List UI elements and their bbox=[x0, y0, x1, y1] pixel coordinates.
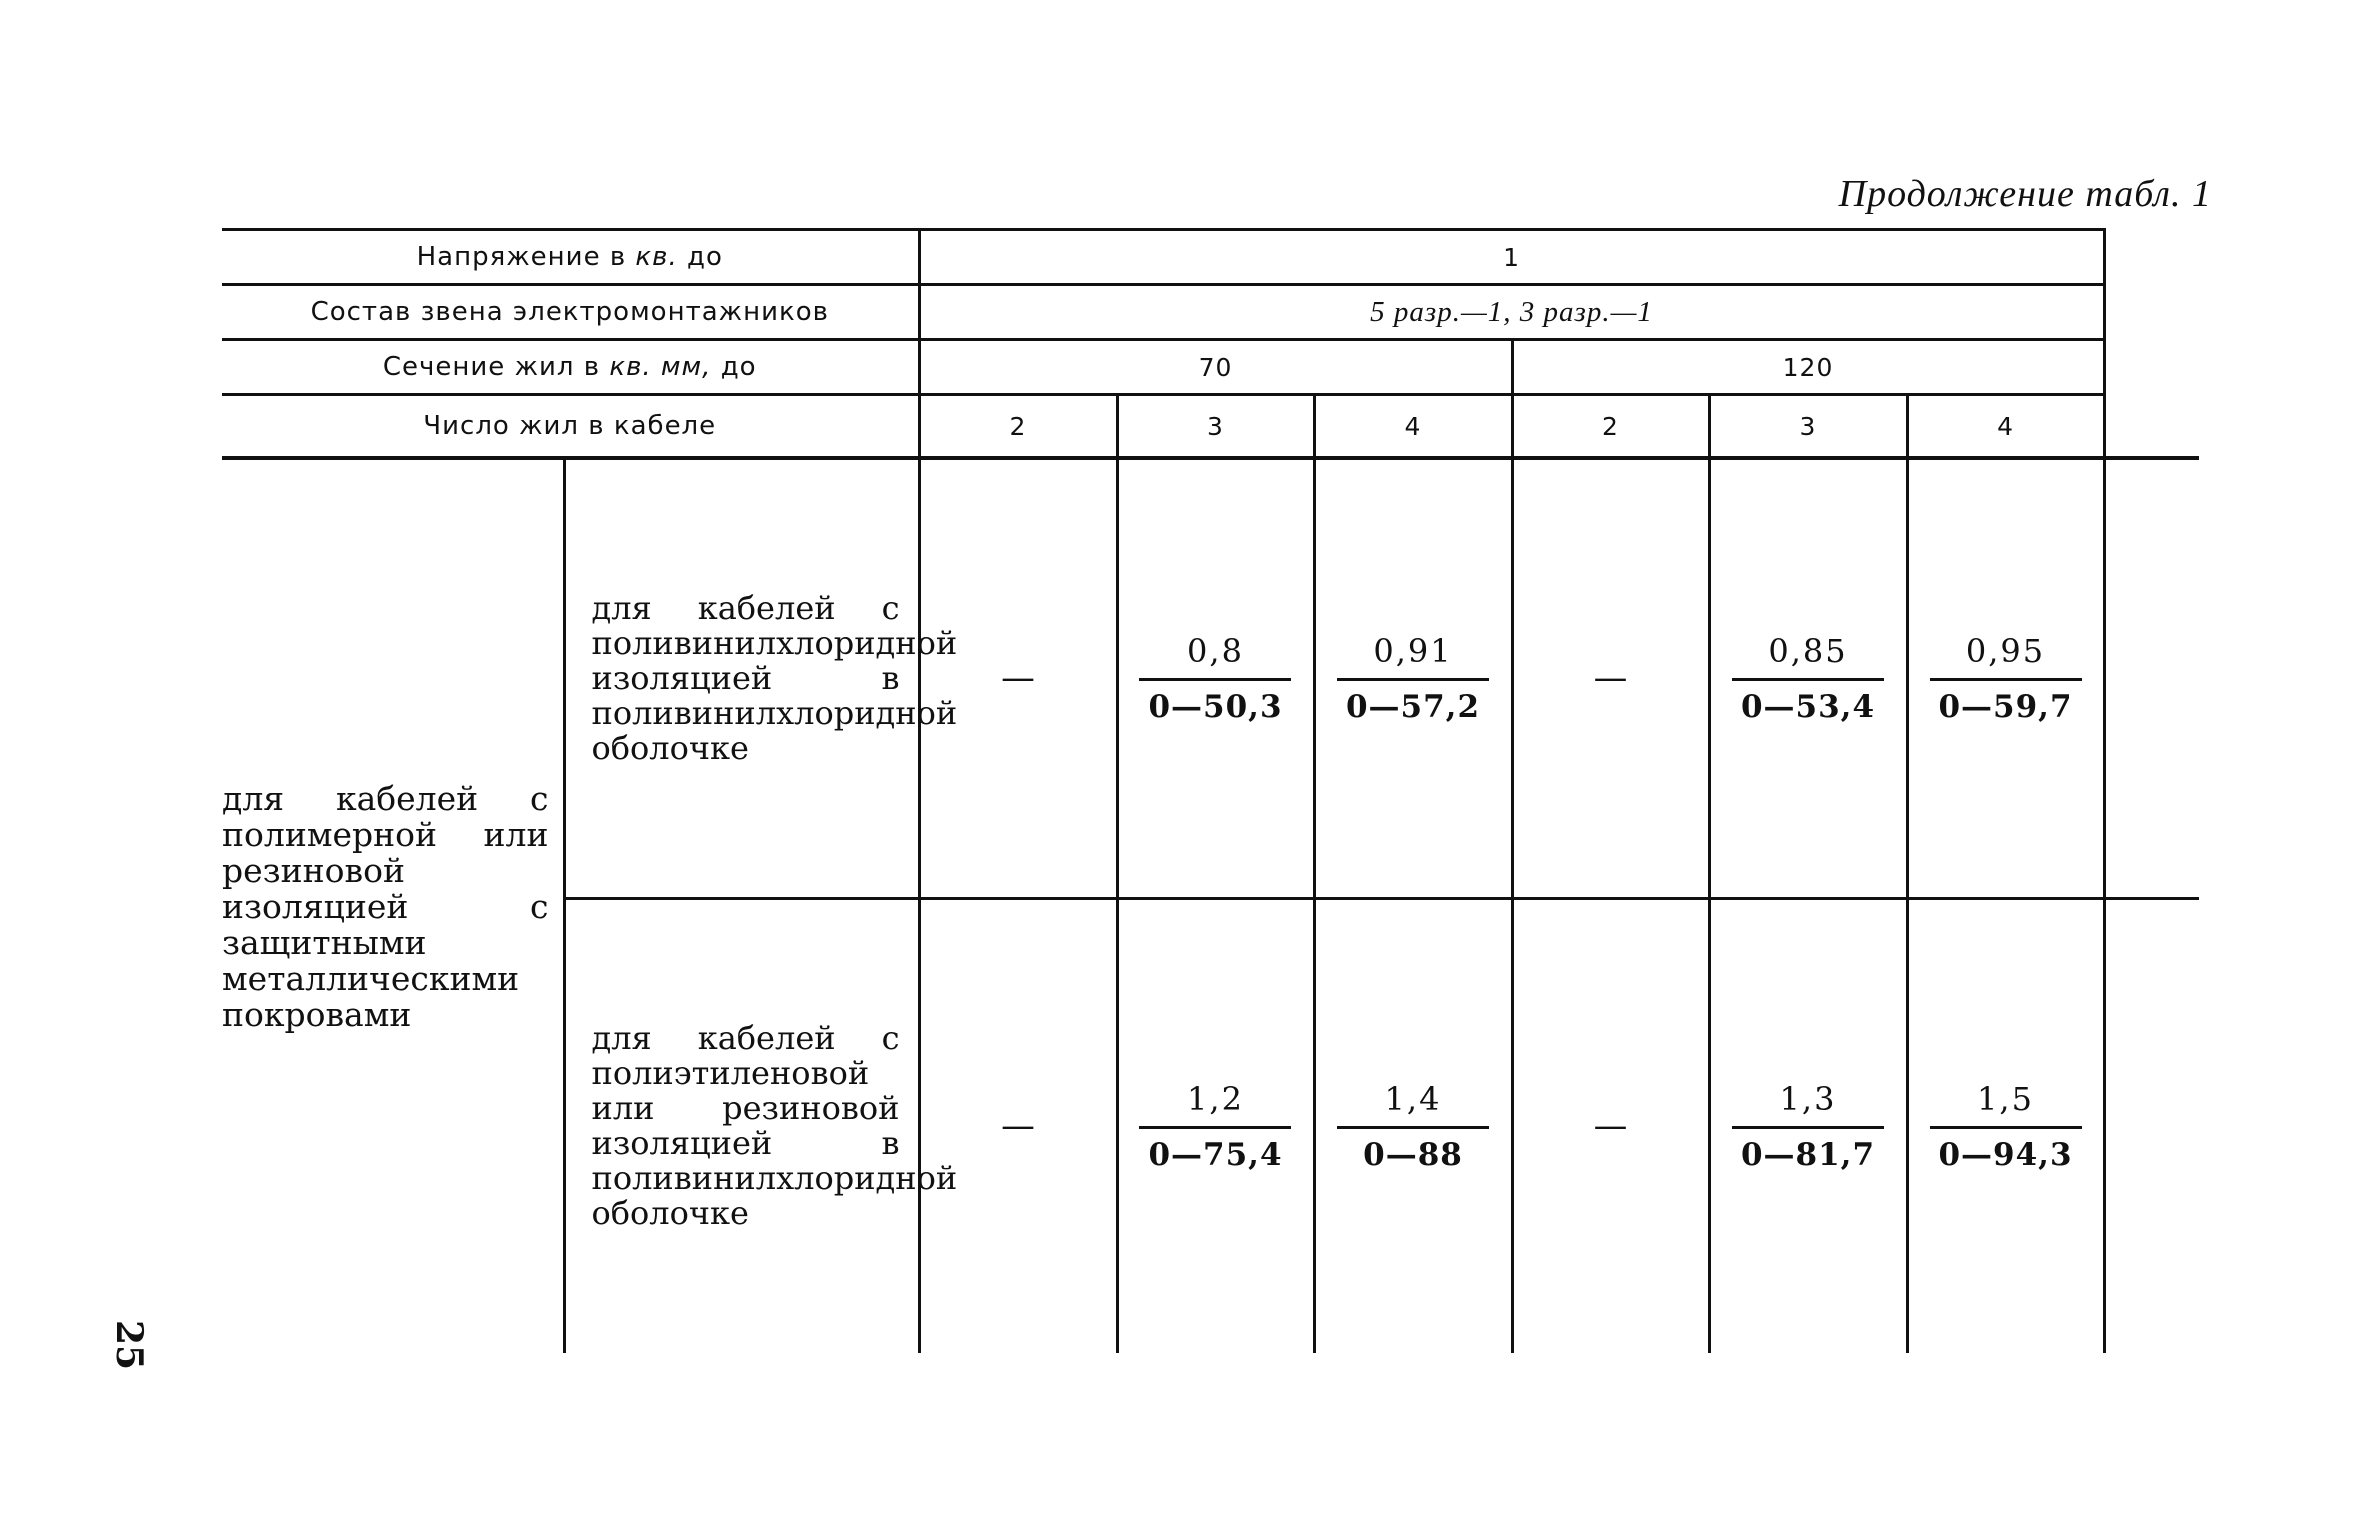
dash: — bbox=[1593, 1106, 1628, 1147]
cable-subcategory: для кабелей с полиэтиленовой или резиновой изоляцией в поливинилхлоридной оболочке bbox=[564, 898, 919, 1353]
norm-cell bbox=[1512, 458, 1709, 898]
blank-margin bbox=[2104, 458, 2199, 898]
table-caption: Продолжение табл. 1 bbox=[1838, 173, 2212, 215]
norm-cell bbox=[1907, 898, 2104, 1353]
norm-value: 0,85 bbox=[1732, 632, 1884, 681]
page-number: 25 bbox=[108, 1320, 150, 1371]
norm-cell bbox=[1314, 898, 1512, 1353]
norm-cell bbox=[1117, 898, 1314, 1353]
cores-value: 3 bbox=[1709, 395, 1907, 459]
norm-cell bbox=[1512, 898, 1709, 1353]
voltage-label bbox=[222, 230, 919, 285]
cores-value: 4 bbox=[1314, 395, 1512, 459]
norm-value: 1,5 bbox=[1930, 1080, 2082, 1129]
rate-value: 0—59,7 bbox=[1938, 688, 2073, 725]
cores-value: 2 bbox=[919, 395, 1117, 459]
header-row-cores bbox=[222, 395, 2199, 459]
norm-cell bbox=[919, 898, 1117, 1353]
norm-value: 1,2 bbox=[1139, 1080, 1291, 1129]
section-label-text: Сечение жил в bbox=[382, 352, 610, 382]
crew-label: Состав звена электромонтажников bbox=[222, 285, 919, 340]
norm-value: 0,91 bbox=[1337, 632, 1489, 681]
norms-table bbox=[222, 228, 2199, 1353]
blank-margin bbox=[2104, 285, 2199, 340]
header-row-voltage bbox=[222, 230, 2199, 285]
voltage-label-unit: кв. bbox=[635, 242, 678, 272]
section-label-suffix: до bbox=[711, 352, 757, 382]
rate-value: 0—75,4 bbox=[1148, 1136, 1283, 1173]
norm-cell bbox=[1314, 458, 1512, 898]
norm-cell bbox=[1709, 458, 1907, 898]
voltage-label-text: Напряжение в bbox=[416, 242, 636, 272]
cores-label: Число жил в кабеле bbox=[222, 395, 919, 459]
section-value-120: 120 bbox=[1512, 340, 2104, 395]
rate-value: 0—53,4 bbox=[1740, 688, 1876, 725]
norm-cell bbox=[1907, 458, 2104, 898]
header-row-section bbox=[222, 340, 2199, 395]
norm-cell bbox=[1709, 898, 1907, 1353]
rate-value: 0—88 bbox=[1363, 1136, 1463, 1173]
rate-value: 0—50,3 bbox=[1148, 688, 1283, 725]
rate-value: 0—57,2 bbox=[1345, 688, 1481, 725]
header-row-crew bbox=[222, 285, 2199, 340]
norm-value: 0,95 bbox=[1930, 632, 2082, 681]
dash: — bbox=[1593, 658, 1628, 699]
norm-cell bbox=[919, 458, 1117, 898]
cable-category: для кабелей с полимерной или резиновой изоляцией с защитными металлическими покровами bbox=[222, 778, 549, 1034]
section-value-70: 70 bbox=[919, 340, 1512, 395]
rate-value: 0—94,3 bbox=[1938, 1136, 2073, 1173]
blank-margin bbox=[2104, 395, 2199, 459]
blank-margin bbox=[2104, 340, 2199, 395]
table-row bbox=[222, 458, 2199, 898]
norm-value: 0,8 bbox=[1139, 632, 1291, 681]
section-label bbox=[222, 340, 919, 395]
blank-margin bbox=[2104, 230, 2199, 285]
dash: — bbox=[1001, 1106, 1035, 1147]
norm-value: 1,3 bbox=[1732, 1080, 1884, 1129]
blank-margin bbox=[2104, 898, 2199, 1353]
cores-value: 2 bbox=[1512, 395, 1709, 459]
crew-value: 5 разр.—1, 3 разр.—1 bbox=[919, 285, 2104, 340]
norm-cell bbox=[1117, 458, 1314, 898]
cable-subcategory: для кабелей с поливинилхлоридной изоляцией в поливинилхлоридной оболочке bbox=[564, 458, 919, 898]
rate-value: 0—81,7 bbox=[1740, 1136, 1876, 1173]
norm-value: 1,4 bbox=[1337, 1080, 1489, 1129]
voltage-label-suffix: до bbox=[677, 242, 723, 272]
section-label-unit: кв. мм, bbox=[609, 352, 712, 382]
dash: — bbox=[1001, 658, 1035, 699]
voltage-value: 1 bbox=[919, 230, 2104, 285]
cores-value: 3 bbox=[1117, 395, 1314, 459]
cores-value: 4 bbox=[1907, 395, 2104, 459]
